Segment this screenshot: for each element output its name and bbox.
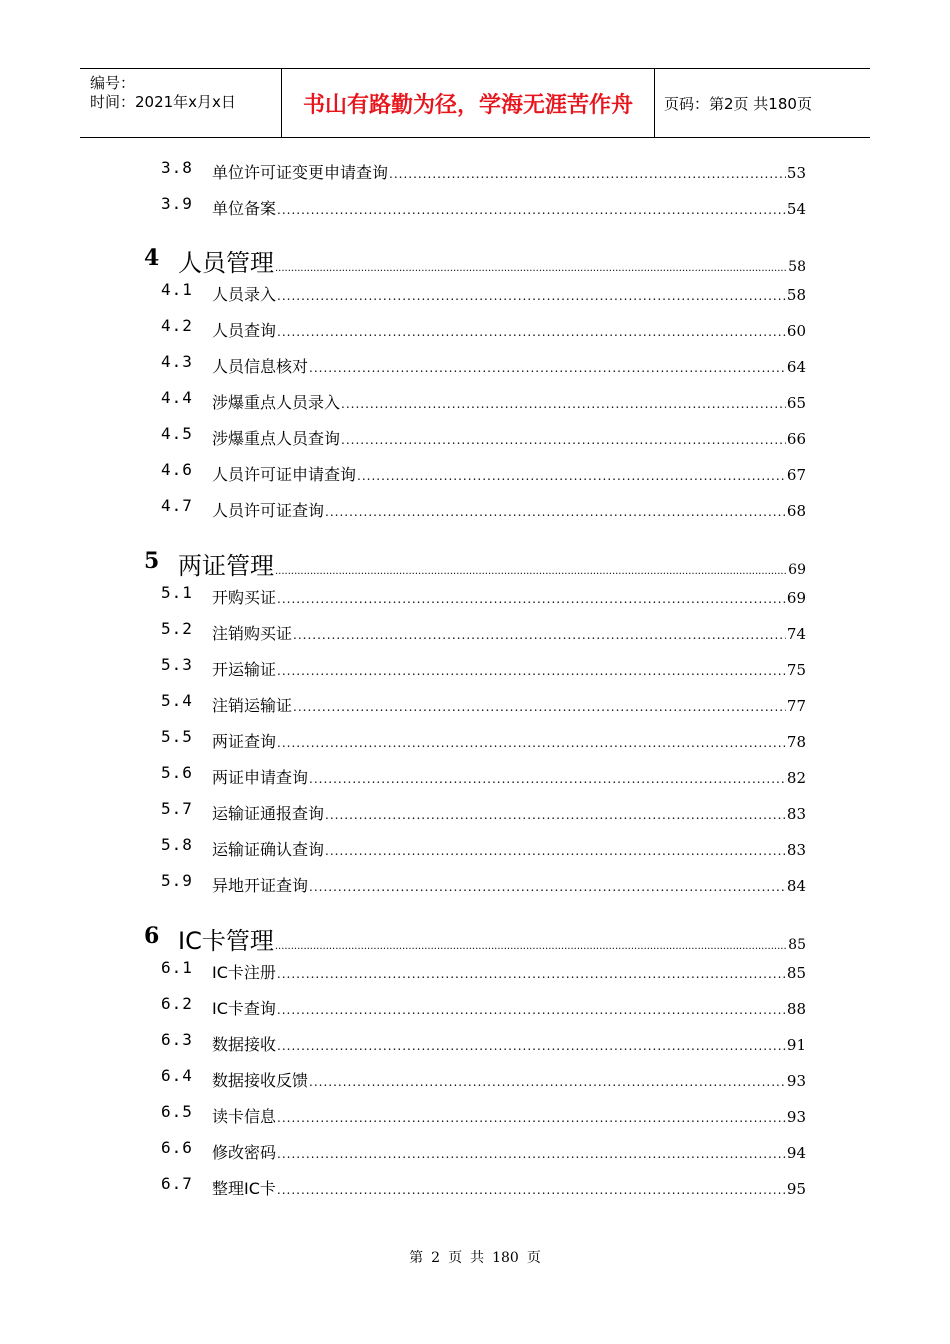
toc-entry-title: 人员管理 [178, 249, 274, 277]
toc-entry-title: 运输证通报查询 [212, 804, 325, 823]
toc-dot-leader [277, 664, 786, 678]
toc-entry-line [178, 546, 806, 581]
toc-entry-line [212, 1032, 806, 1055]
toc-entry-page: 54 [786, 200, 806, 218]
toc-dot-leader [389, 167, 786, 181]
toc-dot-leader [277, 1003, 786, 1017]
toc-entry-title: 异地开证查询 [212, 876, 309, 895]
toc-section-entry[interactable] [0, 691, 950, 715]
header-motto: 书山有路勤为径，学海无涯苦作舟 [302, 92, 633, 118]
toc-section-entry[interactable] [0, 1174, 950, 1198]
toc-entry-title: 单位备案 [212, 199, 277, 218]
toc-section-entry[interactable] [0, 316, 950, 340]
toc-entry-title: IC卡查询 [212, 999, 276, 1018]
toc-dot-leader [277, 1111, 786, 1125]
toc-entry-page: 66 [786, 430, 806, 448]
toc-entry-page: 85 [788, 937, 806, 953]
toc-section-entry[interactable] [0, 1066, 950, 1090]
toc-entry-page: 85 [786, 964, 806, 982]
toc-entry-page: 58 [788, 259, 806, 275]
toc-entry-page: 91 [786, 1036, 806, 1054]
toc-section-entry[interactable] [0, 280, 950, 304]
toc-dot-leader [309, 880, 786, 894]
toc-entry-line [212, 1104, 806, 1127]
toc-entry-title: 开运输证 [212, 660, 277, 679]
toc-entry-page: 83 [786, 841, 806, 859]
toc-section-entry[interactable] [0, 1138, 950, 1162]
toc-dot-leader [325, 808, 786, 822]
toc-entry-title: IC卡注册 [212, 963, 276, 982]
toc-entry-title: 开购买证 [212, 588, 277, 607]
toc-entry-number: 6 [144, 923, 160, 949]
toc-entry-page: 82 [786, 769, 806, 787]
toc-chapter-entry[interactable] [0, 243, 950, 277]
toc-entry-line [212, 729, 806, 752]
toc-entry-line [212, 801, 806, 824]
toc-entry-number: 4.1 [161, 280, 193, 299]
toc-entry-page: 67 [786, 466, 806, 484]
toc-dot-leader [277, 325, 786, 339]
toc-entry-number: 6.4 [161, 1066, 193, 1085]
toc-entry-title: 两证申请查询 [212, 768, 309, 787]
toc-section-entry[interactable] [0, 763, 950, 787]
toc-entry-number: 5.6 [161, 763, 193, 782]
toc-section-entry[interactable] [0, 727, 950, 751]
toc-entry-number: 4.5 [161, 424, 193, 443]
toc-section-entry[interactable] [0, 958, 950, 982]
toc-entry-number: 5.1 [161, 583, 193, 602]
toc-entry-number: 4.7 [161, 496, 193, 515]
toc-entry-page: 58 [786, 286, 806, 304]
footer-total-pages: 180 [492, 1250, 519, 1266]
toc-entry-page: 68 [786, 502, 806, 520]
page-footer [0, 1247, 950, 1267]
toc-entry-number: 6.7 [161, 1174, 193, 1193]
toc-entry-number: 3.8 [161, 158, 193, 177]
toc-entry-line [212, 585, 806, 608]
toc-dot-leader [293, 700, 786, 714]
toc-entry-number: 4 [144, 245, 160, 271]
toc-entry-page: 77 [786, 697, 806, 715]
toc-entry-page: 69 [788, 562, 806, 578]
toc-entry-line [212, 390, 806, 413]
toc-entry-number: 6.3 [161, 1030, 193, 1049]
toc-chapter-entry[interactable] [0, 921, 950, 955]
toc-entry-page: 84 [786, 877, 806, 895]
toc-dot-leader [293, 628, 786, 642]
toc-entry-line [212, 1068, 806, 1091]
toc-dot-leader [309, 772, 786, 786]
toc-entry-line [212, 282, 806, 305]
toc-entry-line [212, 996, 806, 1019]
toc-entry-number: 5.8 [161, 835, 193, 854]
footer-mid: 页 [448, 1250, 463, 1266]
toc-dot-leader [277, 1147, 786, 1161]
toc-entry-page: 64 [786, 358, 806, 376]
toc-dot-leader [309, 1075, 786, 1089]
toc-entry-number: 6.2 [161, 994, 193, 1013]
toc-entry-number: 3.9 [161, 194, 193, 213]
toc-entry-line [212, 196, 806, 219]
toc-entry-line [212, 354, 806, 377]
toc-section-entry[interactable] [0, 460, 950, 484]
toc-entry-title: 人员查询 [212, 321, 277, 340]
toc-entry-page: 69 [786, 589, 806, 607]
toc-section-entry[interactable] [0, 1102, 950, 1126]
toc-entry-number: 5 [144, 548, 160, 574]
toc-entry-title: 涉爆重点人员查询 [212, 429, 341, 448]
toc-entry-title: 数据接收反馈 [212, 1071, 309, 1090]
toc-dot-leader [277, 592, 786, 606]
toc-section-entry[interactable] [0, 1030, 950, 1054]
footer-suffix: 页 [526, 1250, 541, 1266]
toc-entry-page: 60 [786, 322, 806, 340]
toc-entry-title: 两证查询 [212, 732, 277, 751]
footer-current-page: 2 [431, 1250, 441, 1266]
toc-entry-line [212, 621, 806, 644]
toc-entry-line [212, 426, 806, 449]
toc-entry-line [178, 921, 806, 956]
toc-entry-number: 6.6 [161, 1138, 193, 1157]
toc-entry-page: 94 [786, 1144, 806, 1162]
toc-section-entry[interactable] [0, 158, 950, 182]
toc-entry-line [212, 318, 806, 341]
toc-section-entry[interactable] [0, 655, 950, 679]
toc-entry-page: 75 [786, 661, 806, 679]
toc-entry-number: 5.3 [161, 655, 193, 674]
toc-entry-number: 5.5 [161, 727, 193, 746]
toc-entry-number: 4.2 [161, 316, 193, 335]
toc-entry-title: 两证管理 [178, 552, 274, 580]
toc-entry-line [212, 837, 806, 860]
toc-dot-leader [277, 1039, 786, 1053]
toc-dot-leader [309, 361, 786, 375]
toc-entry-page: 78 [786, 733, 806, 751]
toc-section-entry[interactable] [0, 871, 950, 895]
toc-entry-page: 53 [786, 164, 806, 182]
toc-entry-number: 4.6 [161, 460, 193, 479]
toc-entry-title: 人员许可证查询 [212, 501, 325, 520]
toc-dot-leader [277, 736, 786, 750]
header-number-label: 编号： [90, 74, 136, 92]
toc-entry-page: 93 [786, 1072, 806, 1090]
toc-entry-page: 95 [786, 1180, 806, 1198]
footer-total-prefix: 共 [470, 1250, 485, 1266]
toc-dot-leader [277, 967, 786, 981]
toc-entry-title: 修改密码 [212, 1143, 277, 1162]
toc-entry-line [212, 1176, 806, 1199]
toc-dot-leader [341, 433, 786, 447]
toc-entry-title: 运输证确认查询 [212, 840, 325, 859]
toc-entry-title: 涉爆重点人员录入 [212, 393, 341, 412]
toc-entry-title: 数据接收 [212, 1035, 277, 1054]
toc-entry-title: 注销购买证 [212, 624, 293, 643]
toc-entry-number: 5.9 [161, 871, 193, 890]
toc-entry-title: 人员信息核对 [212, 357, 309, 376]
toc-section-entry[interactable] [0, 799, 950, 823]
toc-entry-title: 人员录入 [212, 285, 277, 304]
toc-dot-leader [275, 941, 787, 952]
toc-entry-number: 4.4 [161, 388, 193, 407]
toc-section-entry[interactable] [0, 496, 950, 520]
toc-entry-line [212, 160, 806, 183]
toc-dot-leader [275, 263, 787, 274]
toc-entry-line [212, 657, 806, 680]
toc-entry-title: 人员许可证申请查询 [212, 465, 357, 484]
toc-dot-leader [325, 505, 786, 519]
toc-section-entry[interactable] [0, 352, 950, 376]
toc-entry-title: IC卡管理 [178, 927, 274, 955]
toc-entry-page: 93 [786, 1108, 806, 1126]
toc-dot-leader [275, 566, 787, 577]
toc-dot-leader [277, 203, 786, 217]
toc-entry-page: 83 [786, 805, 806, 823]
toc-entry-line [212, 462, 806, 485]
header-page-info: 页码：第2页 共180页 [664, 94, 812, 113]
toc-entry-page: 88 [786, 1000, 806, 1018]
toc-section-entry[interactable] [0, 619, 950, 643]
toc-section-entry[interactable] [0, 583, 950, 607]
footer-prefix: 第 [409, 1250, 424, 1266]
toc-section-entry[interactable] [0, 835, 950, 859]
toc-entry-line [212, 498, 806, 521]
toc-entry-title: 整理IC卡 [212, 1179, 276, 1198]
toc-entry-number: 6.5 [161, 1102, 193, 1121]
toc-entry-line [178, 243, 806, 278]
toc-dot-leader [277, 289, 786, 303]
toc-entry-line [212, 765, 806, 788]
toc-dot-leader [277, 1183, 786, 1197]
toc-chapter-entry[interactable] [0, 546, 950, 580]
toc-entry-line [212, 693, 806, 716]
toc-entry-title: 注销运输证 [212, 696, 293, 715]
toc-entry-number: 6.1 [161, 958, 193, 977]
toc-entry-title: 单位许可证变更申请查询 [212, 163, 389, 182]
toc-entry-number: 4.3 [161, 352, 193, 371]
toc-entry-page: 65 [786, 394, 806, 412]
toc-entry-number: 5.4 [161, 691, 193, 710]
toc-entry-line [212, 960, 806, 983]
toc-dot-leader [357, 469, 786, 483]
toc-section-entry[interactable] [0, 194, 950, 218]
toc-entry-page: 74 [786, 625, 806, 643]
toc-entry-line [212, 873, 806, 896]
toc-section-entry[interactable] [0, 388, 950, 412]
header-time-label: 时间：2021年x月x日 [90, 93, 236, 111]
toc-entry-number: 5.2 [161, 619, 193, 638]
toc-section-entry[interactable] [0, 994, 950, 1018]
toc-section-entry[interactable] [0, 424, 950, 448]
toc-dot-leader [325, 844, 786, 858]
toc-dot-leader [341, 397, 786, 411]
toc-entry-line [212, 1140, 806, 1163]
toc-entry-number: 5.7 [161, 799, 193, 818]
toc-entry-title: 读卡信息 [212, 1107, 277, 1126]
